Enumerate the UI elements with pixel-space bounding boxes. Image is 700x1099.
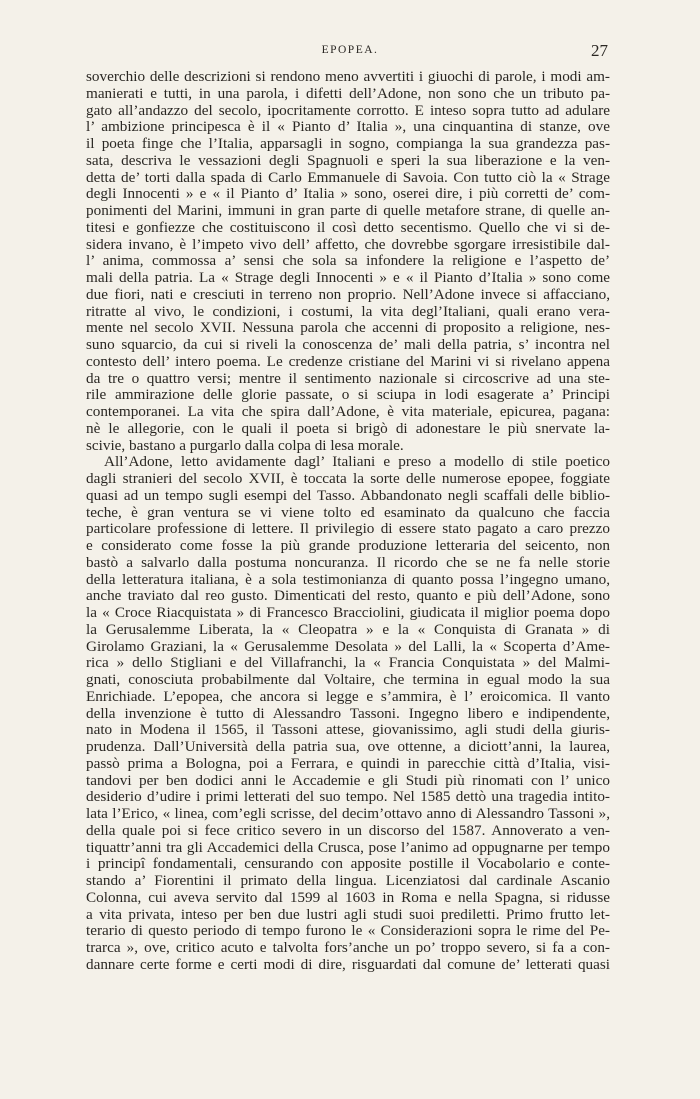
text-line: soverchio delle descrizioni si rendono meno avvertiti i giuochi di parole, i modi am- [86, 68, 610, 85]
text-line: anche traviato dal reo gusto. Dimenticati del resto, quanto e più dell’Adone, sono [86, 587, 610, 605]
text-line: All’Adone, letto avidamente dagl’ Italiani e preso a modello di stile poetico [104, 453, 610, 471]
text-line: Colonna, cui aveva servito dal 1599 al 1603 in Roma e nella Spagna, si ridusse [86, 888, 610, 906]
text-line: titesi e gonfiezze che costituiscono il così detto secentismo. Quello che vi si de- [86, 218, 610, 236]
text-line: suno squarcio, da cui si riveli la conoscenza de’ mali della patria, s’ incontra nel [86, 336, 610, 353]
text-line: ponimenti del Marini, immuni in gran parte di quelle metafore strane, di quelle an- [86, 202, 610, 219]
text-line: della quale poi si fece critico severo in un discorso del 1587. Annoverato a ven- [86, 821, 610, 839]
text-line: la Gerusalemme Liberata, la « Cleopatra » e la « Conquista di Granata » di [86, 620, 610, 638]
text-line: della invenzione è tutto di Alessandro Tassoni. Ingegno libero e indipendente, [86, 704, 610, 722]
text-line: ritratte al vivo, le condizioni, i costumi, la vita degl’Italiani, quali erano vera- [86, 302, 610, 320]
text-line: particolare professione di lettere. Il privilegio di essere stato pagato a caro prezzo [86, 520, 610, 538]
body-text [86, 69, 610, 974]
text-line: dagli stranieri del secolo XVII, è toccata la sorte delle numerose epopee, foggiate [86, 470, 610, 487]
paragraph [86, 69, 610, 454]
text-line: trarca », ove, critico acuto e talvolta fors’anche un po’ troppo severo, si fa a con- [86, 939, 610, 956]
text-line: l’ anima, commossa a’ sensi che sola sa infondere la religione e l’aspetto de’ [86, 252, 610, 270]
text-line: due fiori, nati e cresciuti in terreno non proprio. Nell’Adone invece si affacciano, [86, 285, 610, 303]
text-line: gato all’andazzo del secolo, ipocritamente corrotto. E inteso sopra tutto ad adulare [86, 101, 610, 119]
text-line: a vita privata, inteso per ben due lustri agli studi suoi prediletti. Primo frutto let- [86, 905, 610, 923]
text-line: l’ ambizione principesca è il « Pianto d’ Italia », una cinquantina di stanze, ove [86, 118, 610, 136]
text-line: nato in Modena il 1565, il Tassoni attese, giovanissimo, agli studi della giuris- [86, 721, 610, 739]
text-line: degli Innocenti » e « il Pianto d’ Italia » sono, oserei dire, i più corretti de’ com- [86, 185, 610, 203]
text-line: sata, descriva le vessazioni degli Spagnuoli e speri la sua liberazione e la ven- [86, 151, 610, 169]
text-line: sidera invano, è l’impeto vivo dell’ affetto, che dovrebbe sgorgare irresistibile dal- [86, 235, 610, 253]
text-line: gnati, conosciuta probabilmente dal Voltaire, che termina in egual modo la sua [86, 671, 610, 688]
text-line: tiquattr’anni tra gli Accademici della Crusca, pose l’animo ad oppugnarne per tempo [86, 838, 610, 856]
text-line: stando a’ Fiorentini il primato della lingua. Licenziatosi dal cardinale Ascanio [86, 872, 610, 889]
text-line: terario di questo periodo di tempo furono le « Considerazioni sopra le rime del Pe- [86, 922, 610, 940]
text-line: e considerato come fosse la più grande produzione letteraria del seicento, non [86, 537, 610, 554]
text-line: tandovi per ben dodici anni le Accademie e gli Studi più rinomati con l’ unico [86, 771, 610, 789]
text-line: da tre o quattro versi; mentre il sentimento nazionale si circoscrive ad una ste- [86, 369, 610, 387]
text-line: quasi ad un tempo sugli esempi del Tasso. Abbandonato negli scaffali delle biblio- [86, 486, 610, 504]
text-line: i principî fondamentali, censurando con apposite postille il Vocabolario e conte- [86, 855, 610, 873]
text-line: Girolamo Graziani, la « Gerusalemme Desolata » del Lalli, la « Scoperta d’Ame- [86, 637, 610, 655]
text-line: scivie, bastano a purgarlo dalla colpa di lesa morale. [86, 436, 404, 454]
text-line: contesto dell’ intero poema. Le credenze cristiane del Marini vi si rivelano appena [86, 352, 610, 370]
text-line: teche, è gran ventura se vi viene tolto ed esaminato da qualcuno che faccia [86, 503, 610, 521]
text-line: desiderio d’udire i primi letterati del suo tempo. Nel 1585 dettò una tragedia intito- [86, 788, 610, 806]
text-line: passò prima a Bologna, poi a Ferrara, e quindi in parecchie città d’Italia, visi- [86, 754, 610, 772]
text-line: prudenza. Dall’Università della patria sua, ove ottenne, a diciott’anni, la laurea, [86, 738, 610, 755]
running-head: EPOPEA. [321, 44, 379, 56]
text-line: detta de’ torti dalla spada di Carlo Emmanuele di Savoia. Con tutto ciò la « Strage [86, 168, 610, 186]
text-line: Enrichiade. L’epopea, che ancora si legge e s’ammira, è l’ eroicomica. Il vanto [86, 687, 610, 705]
text-line: bastò a salvarlo dalla postuma noncuranza. Il ricordo che se ne fa nelle storie [86, 553, 610, 571]
page-header [0, 41, 700, 65]
paragraph [86, 454, 610, 973]
text-line: mente nel secolo XVII. Nessuna parola che accenni di proposito a religione, nes- [86, 319, 610, 337]
text-line: manierati e tutti, in una parola, i difetti dell’Adone, non sono che un tributo pa- [86, 84, 610, 102]
text-line: rile ammirazione delle glorie passate, o si sciupa in lodi esagerate a’ Principi [86, 386, 610, 404]
text-line: il poeta finge che l’Italia, apparsagli in sogno, compianga la sua grandezza pas- [86, 135, 610, 152]
text-line: dannare certe forme e certi modi di dire, risguardati dal comune de’ letterati quasi [86, 955, 610, 973]
text-line: contemporanei. La vita che spira dall’Adone, è vita materiale, epicurea, pagana: [86, 403, 610, 420]
text-line: rica » dello Stigliani e del Villafranchi, la « Francia Conquistata » del Malmi- [86, 654, 610, 672]
text-line: lata l’Erico, « linea, com’egli scrisse, del decim’ottavo anno di Alessandro Tassoni », [86, 805, 610, 822]
text-line: della letteratura italiana, è a sola testimonianza di quanto possa l’ingegno umano, [86, 570, 610, 588]
page-number: 27 [591, 41, 608, 60]
text-line: mali della patria. La « Strage degli Innocenti » e « il Pianto d’Italia » sono come [86, 269, 610, 286]
text-line: nè le allegorie, con le quali il poeta si brigò di adonestare le più snervate la- [86, 419, 610, 437]
text-line: la « Croce Riacquistata » di Francesco Bracciolini, giudicata il miglior poema dopo [86, 604, 610, 621]
